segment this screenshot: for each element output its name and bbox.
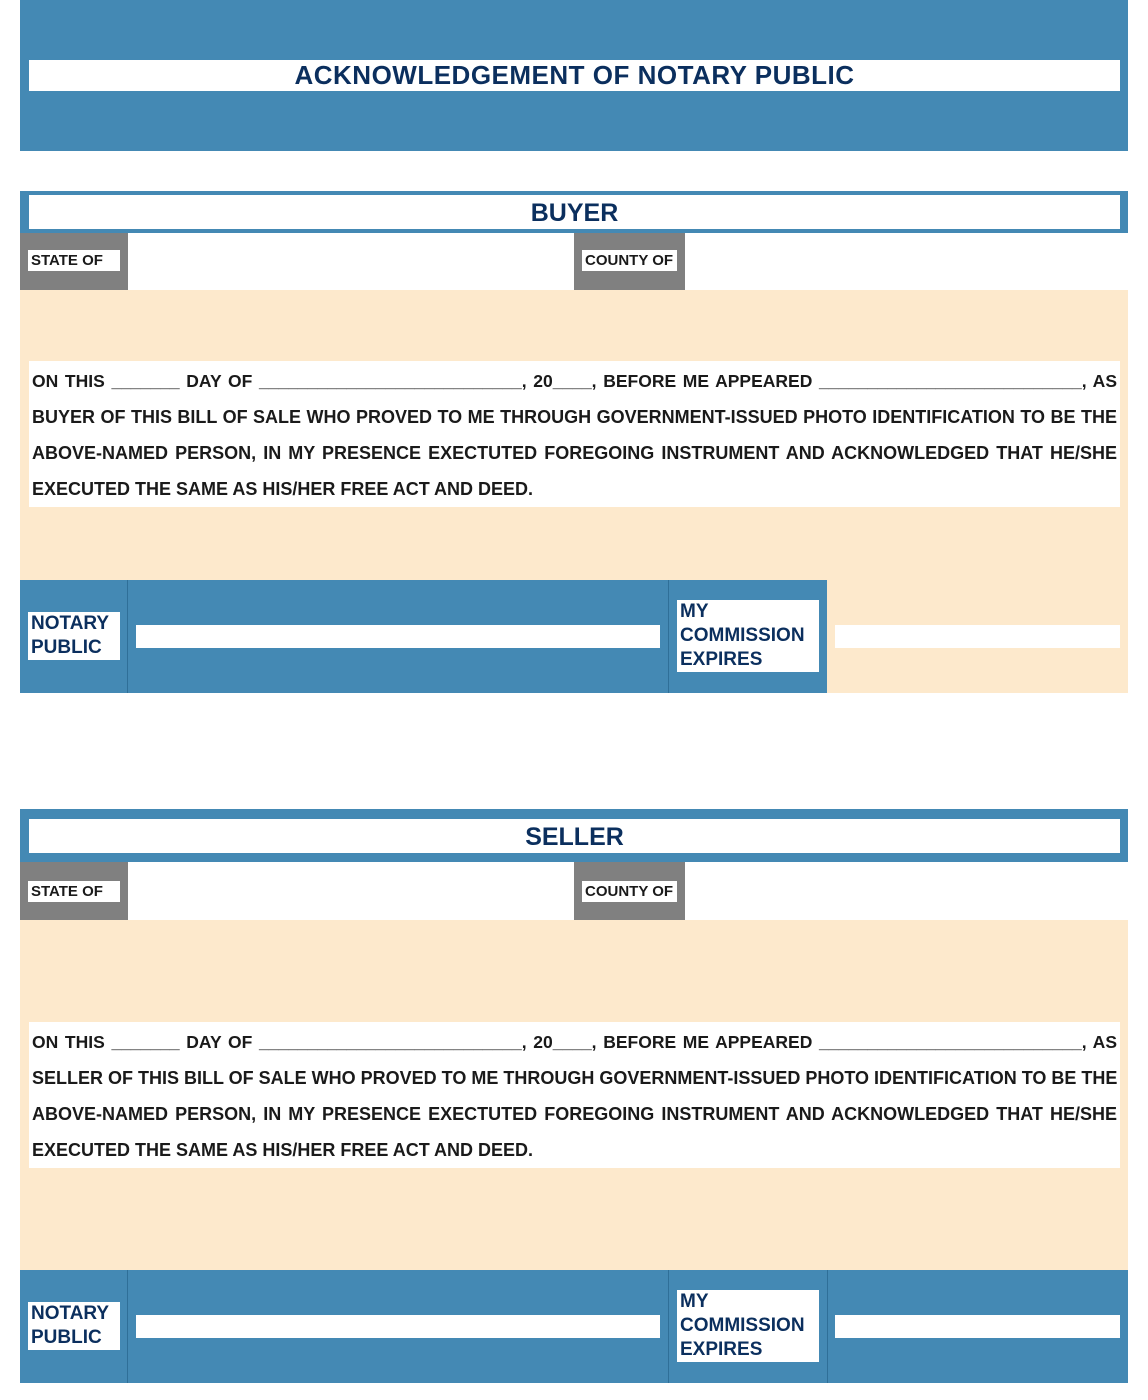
buyer-commission-label-line2: COMMISSION xyxy=(680,625,805,646)
seller-notary-label-line2: PUBLIC xyxy=(31,1327,102,1348)
buyer-commission-label-line3: EXPIRES xyxy=(680,649,763,670)
buyer-notary-signature-cell xyxy=(128,580,669,693)
seller-county-label: COUNTY OF xyxy=(582,881,677,902)
buyer-state-label-cell xyxy=(20,233,128,290)
buyer-notary-label-cell xyxy=(20,580,128,693)
seller-commission-date-field[interactable] xyxy=(835,1315,1120,1338)
seller-notary-label-line1: NOTARY xyxy=(31,1303,110,1324)
seller-body-area xyxy=(20,920,1128,1270)
seller-notary-signature-field[interactable] xyxy=(136,1315,660,1338)
buyer-state-label: STATE OF xyxy=(28,250,120,271)
buyer-commission-label-cell xyxy=(669,580,827,693)
seller-text-line: ON THIS _______ DAY OF ___________________________, 20____, BEFORE ME APPEARED ___________________________, AS xyxy=(32,1032,1117,1052)
seller-notary-label-cell xyxy=(20,1270,128,1383)
seller-state-label: STATE OF xyxy=(28,881,120,902)
buyer-body-area xyxy=(20,290,1128,580)
seller-text-line: EXECUTED THE SAME AS HIS/HER FREE ACT AND DEED. xyxy=(32,1140,534,1160)
buyer-notary-label-line1: NOTARY xyxy=(31,613,110,634)
buyer-location-row xyxy=(20,233,1128,291)
buyer-county-label: COUNTY OF xyxy=(582,250,677,271)
seller-signature-row xyxy=(20,1270,1128,1383)
buyer-commission-label xyxy=(677,600,819,672)
seller-commission-date-cell xyxy=(828,1270,1128,1383)
seller-county-field[interactable] xyxy=(685,862,1128,920)
seller-commission-label-line2: COMMISSION xyxy=(680,1315,805,1336)
seller-commission-label-line3: EXPIRES xyxy=(680,1339,763,1360)
buyer-text-line: BUYER OF THIS BILL OF SALE WHO PROVED TO ME THROUGH GOVERNMENT-ISSUED PHOTO IDENTIFICATION TO BE THE xyxy=(32,407,1117,427)
buyer-text-line: ABOVE-NAMED PERSON, IN MY PRESENCE EXECTUTED FOREGOING INSTRUMENT AND ACKNOWLEDGED THAT HE/SHE xyxy=(32,443,1117,463)
seller-county-label-cell xyxy=(574,862,685,920)
buyer-heading: BUYER xyxy=(29,195,1120,229)
seller-heading: SELLER xyxy=(29,819,1120,853)
buyer-text-line: ON THIS _______ DAY OF ___________________________, 20____, BEFORE ME APPEARED ___________________________, AS xyxy=(32,371,1117,391)
page-title: ACKNOWLEDGEMENT OF NOTARY PUBLIC xyxy=(294,60,855,90)
buyer-commission-date-cell xyxy=(827,580,1128,693)
title-banner xyxy=(20,0,1128,151)
buyer-notary-label xyxy=(28,612,120,660)
buyer-acknowledgement-text xyxy=(29,361,1120,507)
seller-notary-label xyxy=(28,1302,120,1350)
title-strip xyxy=(29,60,1120,91)
seller-text-line: SELLER OF THIS BILL OF SALE WHO PROVED TO ME THROUGH GOVERNMENT-ISSUED PHOTO IDENTIFICATION TO BE THE xyxy=(32,1068,1118,1088)
seller-commission-label xyxy=(677,1290,819,1362)
buyer-text-line: EXECUTED THE SAME AS HIS/HER FREE ACT AND DEED. xyxy=(32,479,534,499)
buyer-notary-signature-field[interactable] xyxy=(136,625,660,648)
seller-section-header xyxy=(20,809,1128,862)
seller-commission-label-line1: MY xyxy=(680,1291,709,1312)
seller-section xyxy=(20,809,1128,1383)
buyer-state-field[interactable] xyxy=(128,233,574,290)
buyer-section xyxy=(20,191,1128,693)
seller-location-row xyxy=(20,862,1128,921)
buyer-commission-date-field[interactable] xyxy=(835,625,1120,648)
seller-acknowledgement-text xyxy=(29,1022,1120,1168)
seller-text-line: ABOVE-NAMED PERSON, IN MY PRESENCE EXECTUTED FOREGOING INSTRUMENT AND ACKNOWLEDGED THAT HE/SHE xyxy=(32,1104,1117,1124)
buyer-county-field[interactable] xyxy=(685,233,1128,290)
seller-state-field[interactable] xyxy=(128,862,574,920)
seller-commission-label-cell xyxy=(669,1270,828,1383)
buyer-commission-label-line1: MY xyxy=(680,601,709,622)
buyer-county-label-cell xyxy=(574,233,685,290)
buyer-notary-label-line2: PUBLIC xyxy=(31,637,102,658)
seller-state-label-cell xyxy=(20,862,128,920)
buyer-signature-row xyxy=(20,580,1128,693)
buyer-section-header xyxy=(20,191,1128,233)
seller-notary-signature-cell xyxy=(128,1270,669,1383)
